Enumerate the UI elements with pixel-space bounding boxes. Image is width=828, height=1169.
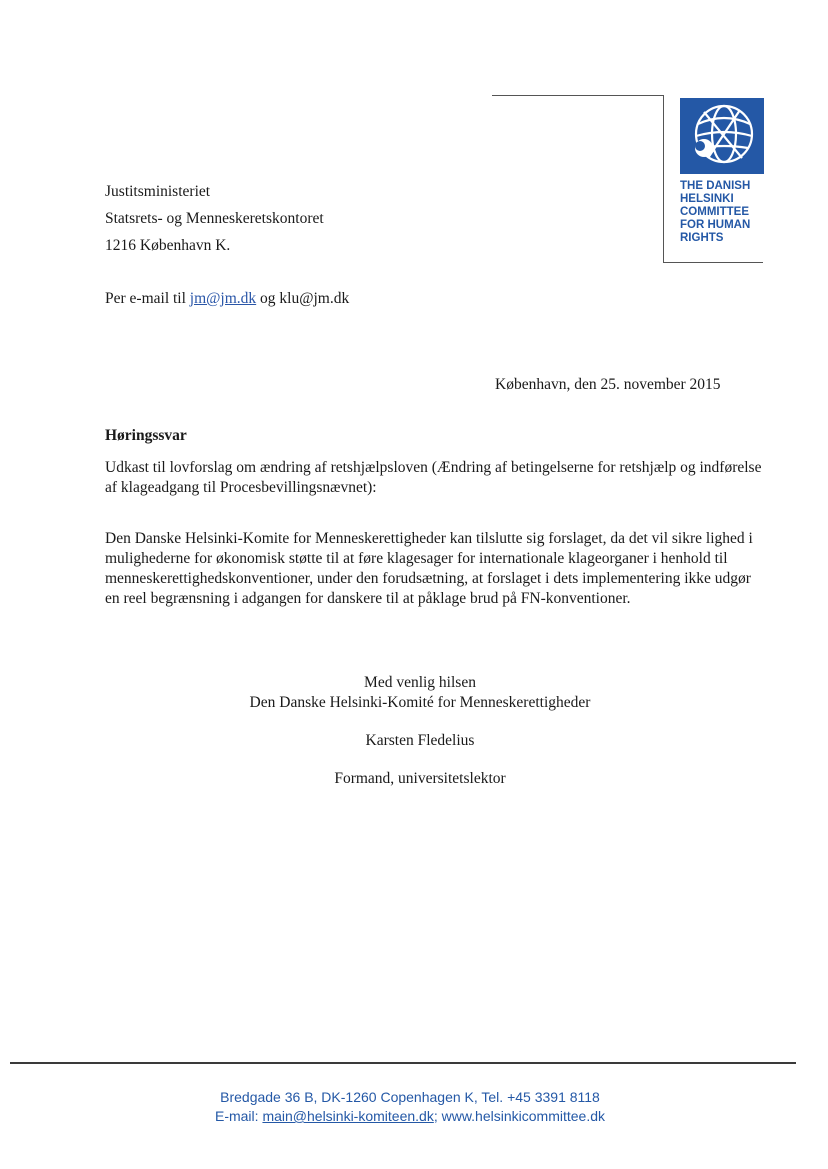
org-name-line: COMMITTEE [680,206,749,218]
globe-logo-icon [680,98,764,174]
body-paragraph: Den Danske Helsinki-Komite for Menneskerettigheder kan tilslutte sig forslaget, da det vil sikre lighed i mulighederne for økonomisk støtte til at føre klagesager for internationale klageorganer i henhold til menneskerettighedskonventioner, under den forudsætning, at forslaget i dets implementering ikke udgør en reel begrænsning i adgangen for danskere til at påklage brud på FN-konventioner. [105,530,753,607]
org-name-line: THE DANISH [680,180,751,192]
footer-separator: ; [433,1108,442,1124]
addressee-line: Statsrets- og Menneskeretskontoret [105,210,324,227]
subject-heading: Høringssvar [105,427,187,444]
letterhead-rule-top [492,95,664,96]
footer-website[interactable]: www.helsinkicommittee.dk [441,1108,605,1124]
addressee-line: 1216 København K. [105,237,231,254]
email-klu: klu@jm.dk [279,290,350,307]
org-name-line: RIGHTS [680,232,724,244]
closing-block [170,673,670,789]
closing-organization: Den Danske Helsinki-Komité for Menneskerettigheder [249,694,591,711]
closing-spacer [170,751,670,769]
closing-greeting: Med venlig hilsen [364,674,476,691]
footer [110,1088,710,1126]
date-line: København, den 25. november 2015 [495,376,721,393]
signer-name: Karsten Fledelius [365,732,475,749]
addressee-line: Justitsministeriet [105,183,211,200]
email-middle: og [256,290,280,307]
footer-address: Bredgade 36 B, DK-1260 Copenhagen K, Tel. +45 3391 8118 [220,1089,600,1105]
letterhead-org-name [680,180,790,245]
email-link-jm[interactable]: jm@jm.dk [189,290,257,307]
email-prefix: Per e-mail til [105,290,190,307]
org-name-line: FOR HUMAN [680,219,751,231]
addressee-block [105,178,324,259]
letterhead-rule-bottom [663,262,763,263]
footer-contact [110,1107,710,1126]
footer-email-prefix: E-mail: [214,1108,263,1124]
footer-rule [10,1062,796,1064]
org-name-line: HELSINKI [680,193,734,205]
closing-spacer [170,713,670,731]
footer-email-link[interactable]: main@helsinki-komiteen.dk [262,1108,434,1124]
email-line [105,289,349,309]
signer-title: Formand, universitetslektor [334,770,506,787]
subject-text: Udkast til lovforslag om ændring af retshjælpsloven (Ændring af betingelserne for retshjælp og indførelse af klageadgang til Procesbevillingsnævnet): [105,459,762,496]
letterhead-rule-left [663,95,664,263]
